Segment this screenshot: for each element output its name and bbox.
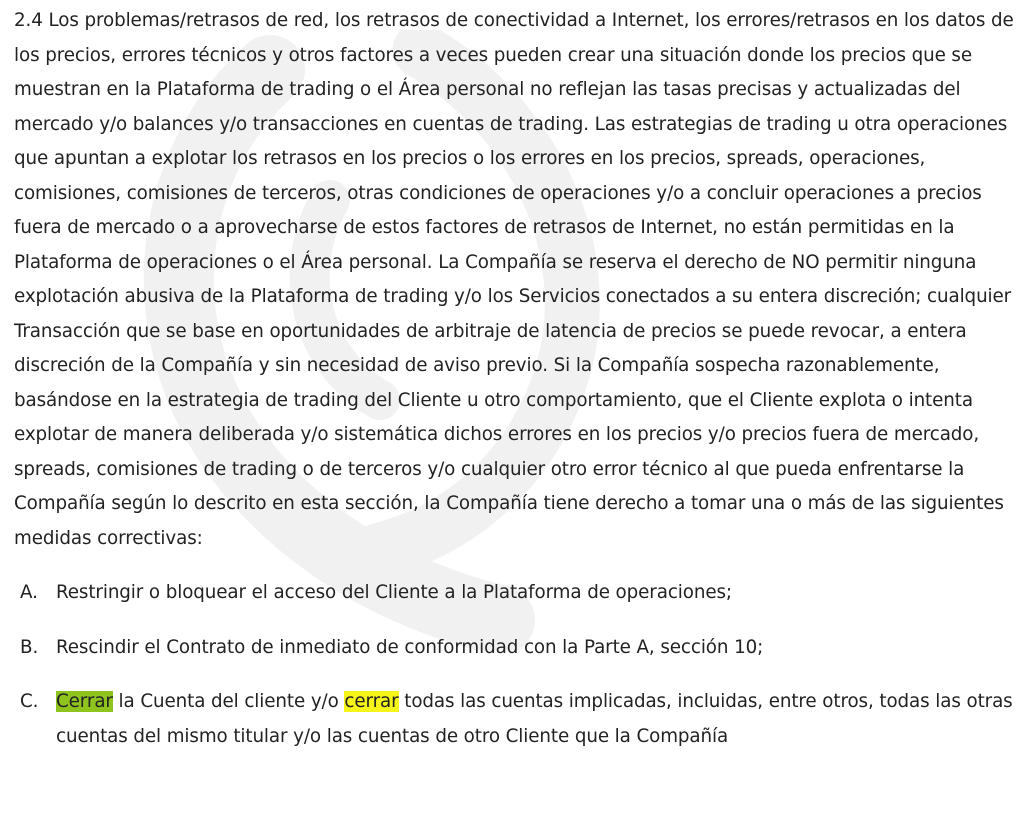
list-item-text: Rescindir el Contrato de inmediato de conformidad con la Parte A, sección 10; <box>56 636 764 658</box>
search-highlight-active: Cerrar <box>56 691 113 712</box>
list-item <box>14 685 1015 754</box>
list-marker: C. <box>20 691 39 712</box>
corrective-measures-list <box>14 576 1015 754</box>
list-item-text: todas las cuentas implicadas, incluidas, entre otros, todas las otras cuentas del mismo titular y/o las cuentas de otro Cliente que la Compañía <box>56 691 1013 747</box>
search-highlight: cerrar <box>344 691 399 712</box>
list-marker: A. <box>20 582 38 603</box>
list-item <box>14 631 1015 666</box>
list-item-text: Restringir o bloquear el acceso del Cliente a la Plataforma de operaciones; <box>56 582 732 603</box>
list-item-text: la Cuenta del cliente y/o <box>112 691 345 712</box>
section-2-4-paragraph: 2.4 Los problemas/retrasos de red, los retrasos de conectividad a Internet, los errores/retrasos en los datos de los precios, errores técnicos y otros factores a veces pueden crear una situación donde los precios que se muestran en la Plataforma de trading o el Área personal no reflejan las tasas precisas y actualizadas del mercado y/o balances y/o transacciones en cuentas de trading. Las estrategias de trading u otra operaciones que apuntan a explotar los retrasos en los precios o los errores en los precios, spreads, operaciones, comisiones, comisiones de terceros, otras condiciones de operaciones y/o a concluir operaciones a precios fuera de mercado o a aprovecharse de estos factores de retrasos de Internet, no están permitidas en la Plataforma de operaciones o el Área personal. La Compañía se reserva el derecho de NO permitir ninguna explotación abusiva de la Plataforma de trading y/o los Servicios conectados a su entera discreción; cualquier Transacción que se base en oportunidades de arbitraje de latencia de precios se puede revocar, a entera discreción de la Compañía y sin necesidad de aviso previo. Si la Compañía sospecha razonablemente, basándose en la estrategia de trading del Cliente u otro comportamiento, que el Cliente explota o intenta explotar de manera deliberada y/o sistemática dichos errores en los precios y/o precios fuera de mercado, spreads, comisiones de trading o de terceros y/o cualquier otro error técnico al que pueda enfrentarse la Compañía según lo descrito en esta sección, la Compañía tiene derecho a tomar una o más de las siguientes medidas correctivas: <box>14 10 1014 549</box>
list-item <box>14 576 1015 611</box>
list-marker: B. <box>20 636 39 658</box>
